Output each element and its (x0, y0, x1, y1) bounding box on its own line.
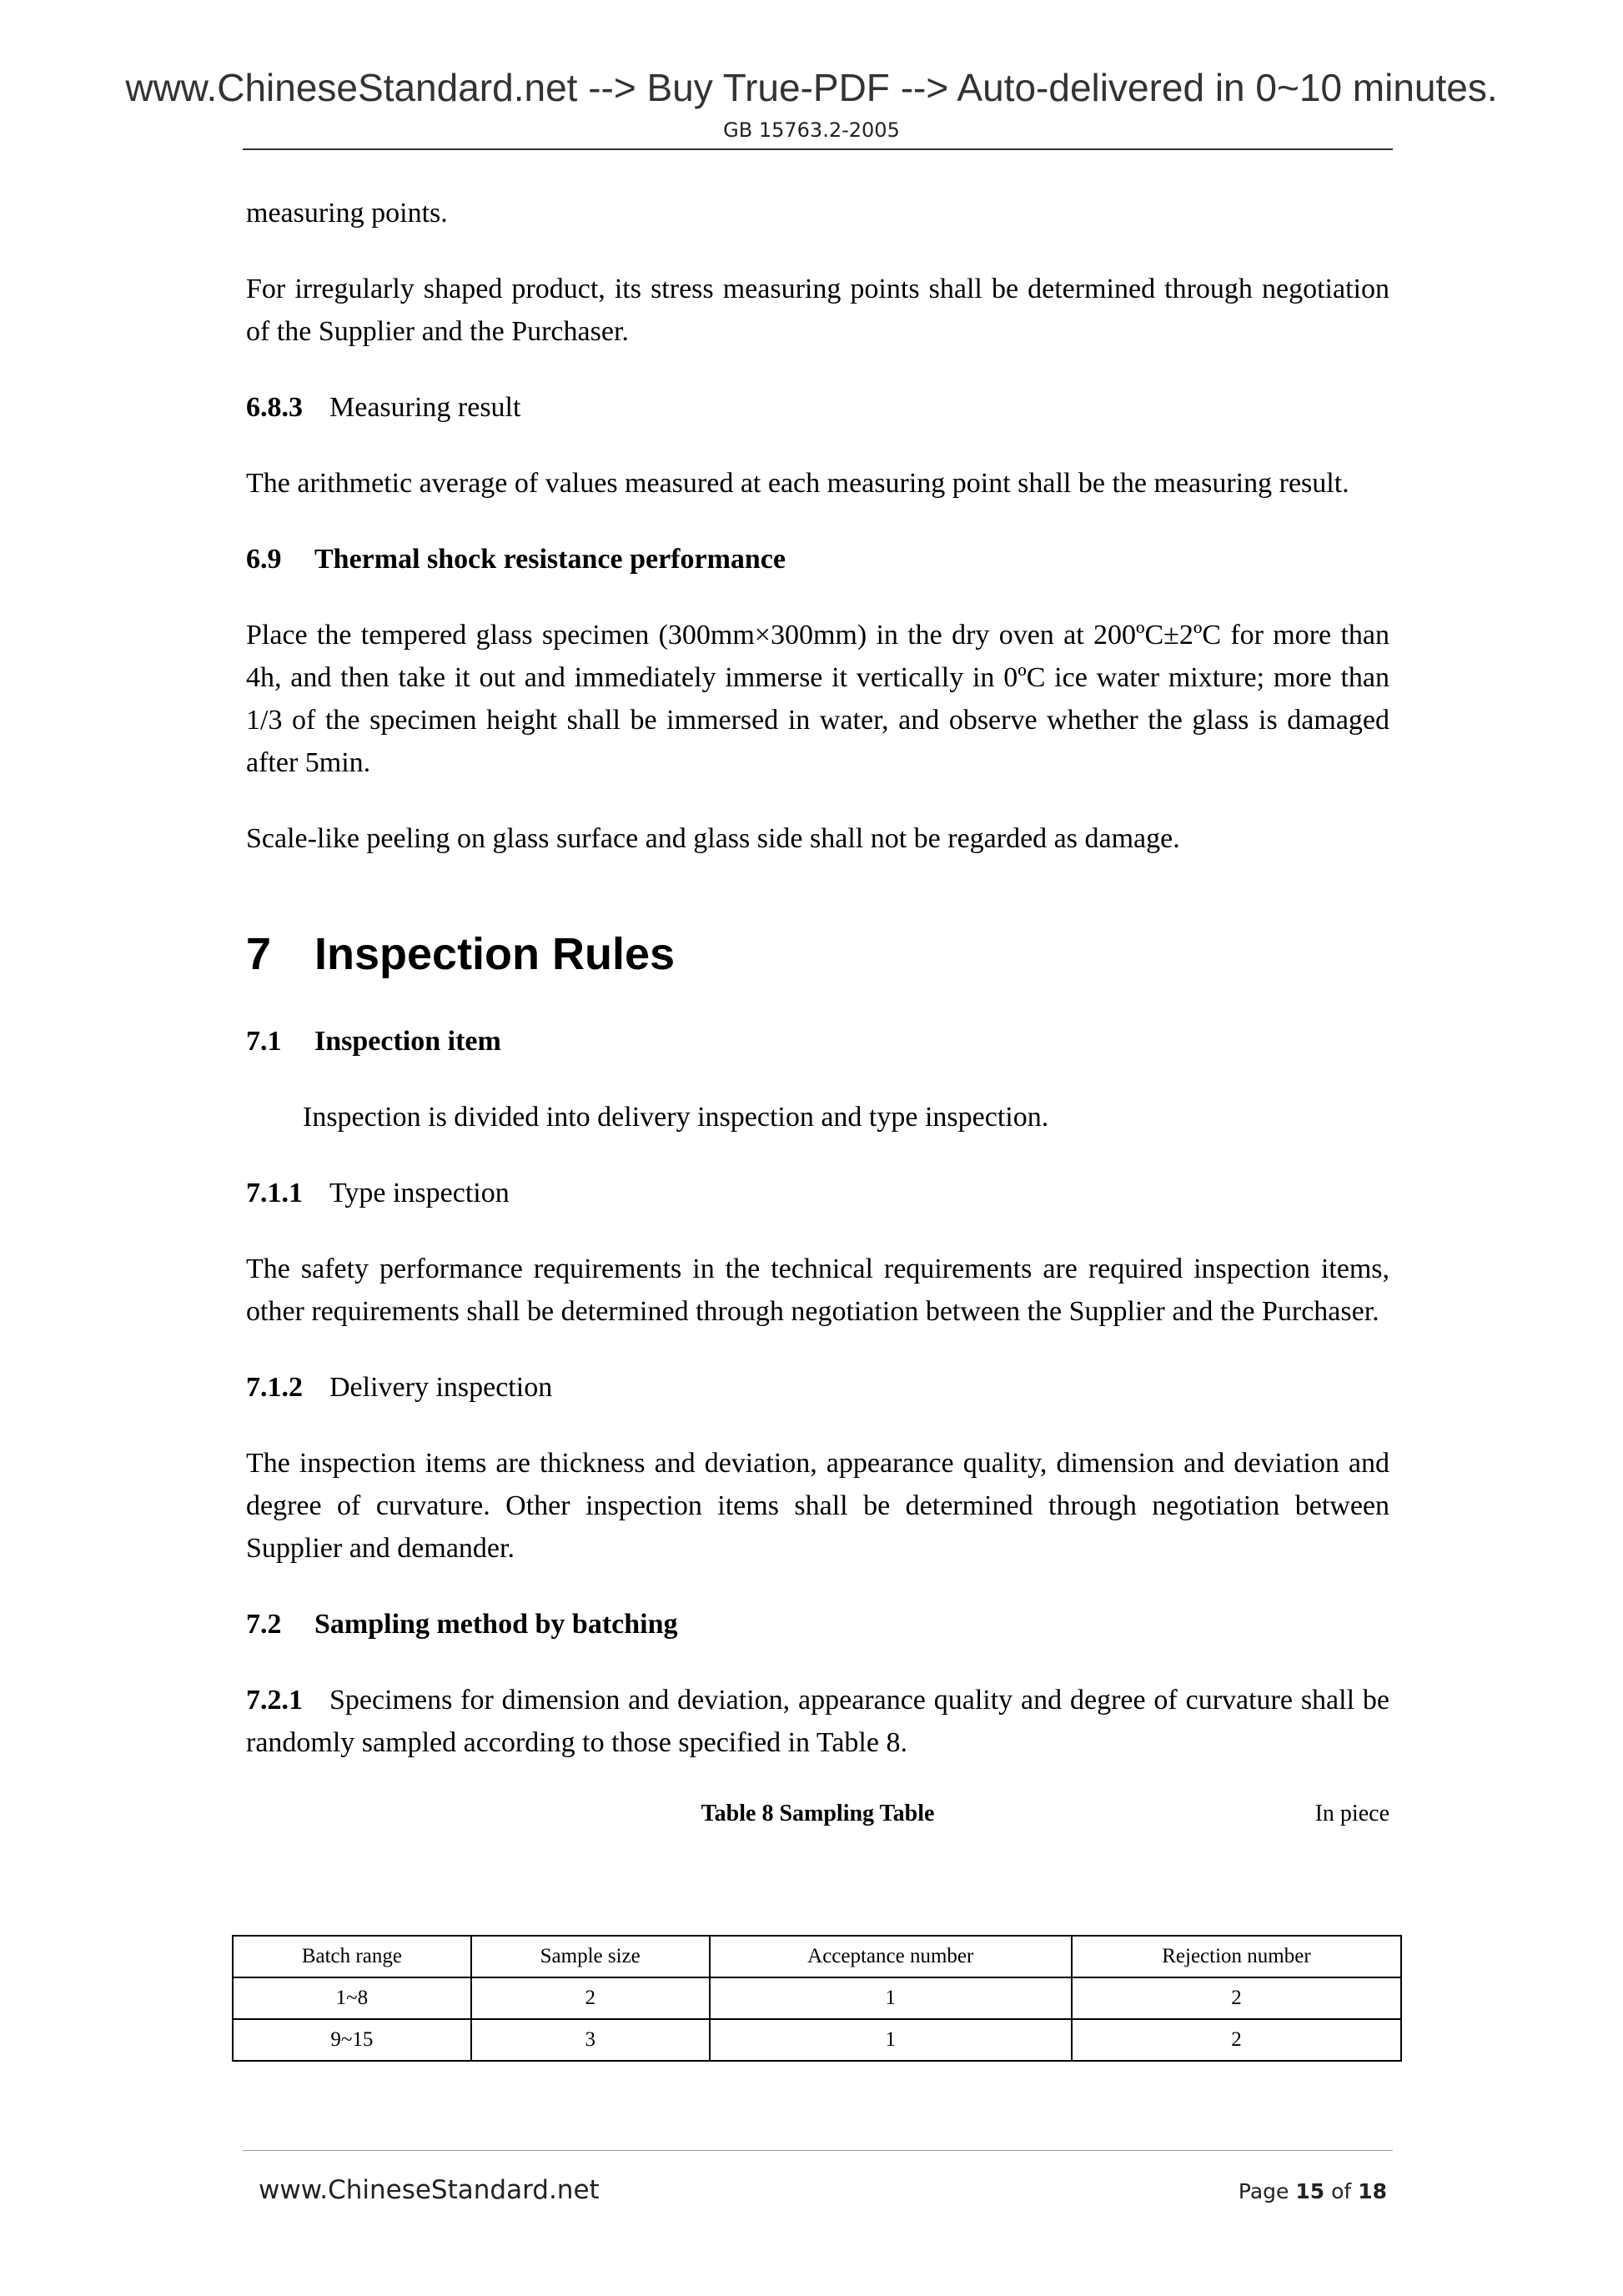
section-title: Thermal shock resistance performance (314, 544, 786, 575)
page-of-label: of (1331, 2179, 1352, 2203)
paragraph-scale-peeling: Scale-like peeling on glass surface and glass side shall not be regarded as damage. (246, 823, 1180, 854)
section-7-2-heading (246, 1603, 1389, 1645)
paragraph-7-2-1 (246, 1679, 1389, 1764)
header-rejection-number: Rejection number (1072, 1936, 1401, 1977)
header-acceptance-number: Acceptance number (710, 1936, 1072, 1977)
section-7-1-2-heading (246, 1366, 1389, 1409)
paragraph-type-inspection: The safety performance requirements in the technical requirements are required inspection items, other requirements shall be determined through negotiation between the Supplier and the Purchaser. (246, 1254, 1389, 1327)
table-cell: 1 (710, 1977, 1072, 2019)
paragraph-inspection-divided: Inspection is divided into delivery inspection and type inspection. (303, 1102, 1049, 1133)
current-page: 15 (1295, 2179, 1325, 2203)
footer-divider (243, 2150, 1393, 2151)
section-number: 7.1.1 (246, 1178, 303, 1208)
table-cell: 2 (1072, 1977, 1401, 2019)
paragraph-delivery-inspection: The inspection items are thickness and deviation, appearance quality, dimension and deviation and degree of curvature. Other inspection items shall be determined through negotiation between Supplier and demander. (246, 1448, 1389, 1564)
table-cell: 9~15 (233, 2019, 471, 2061)
table-row (233, 1977, 1401, 2019)
section-title: Inspection item (314, 1026, 501, 1057)
table-title: Table 8 Sampling Table (701, 1801, 935, 1826)
paragraph-measuring-points: measuring points. (246, 198, 448, 229)
section-title: Sampling method by batching (314, 1609, 678, 1640)
table-cell: 1 (710, 2019, 1072, 2061)
section-number: 7.2.1 (246, 1685, 303, 1716)
chapter-title: Inspection Rules (314, 929, 676, 979)
header-batch-range: Batch range (233, 1936, 471, 1977)
table-cell: 1~8 (233, 1977, 471, 2019)
page-number (1239, 2179, 1387, 2203)
section-title: Type inspection (329, 1178, 510, 1208)
paragraph-irregular-shape: For irregularly shaped product, its stress measuring points shall be determined through negotiation of the Supplier and the Purchaser. (246, 274, 1389, 347)
sampling-table (232, 1935, 1402, 2062)
page-label: Page (1238, 2179, 1289, 2203)
document-body (246, 192, 1389, 1831)
table-header-row (233, 1936, 1401, 1977)
header-sample-size: Sample size (471, 1936, 710, 1977)
section-7-1-heading (246, 1020, 1389, 1063)
paragraph-thermal-shock: Place the tempered glass specimen (300mm×300mm) in the dry oven at 200ºC±2ºC for more than 4h, and then take it out and immediately immerse it vertically in 0ºC ice water mixture; more than 1/3 of the specimen height shall be immersed in water, and observe whether the glass is damaged after 5min. (246, 620, 1389, 778)
table-caption (246, 1797, 1389, 1831)
section-title: Delivery inspection (329, 1372, 553, 1403)
section-7-1-1-heading (246, 1172, 1389, 1214)
table-row (233, 2019, 1401, 2061)
section-number: 6.8.3 (246, 392, 303, 423)
section-title: Measuring result (329, 392, 521, 423)
section-number: 7.2 (246, 1609, 282, 1640)
section-number: 6.9 (246, 544, 282, 575)
chapter-7-heading (246, 925, 1389, 983)
top-banner-link[interactable]: www.ChineseStandard.net --> Buy True-PDF --> Auto-delivered in 0~10 minutes. (125, 66, 1498, 109)
total-pages: 18 (1358, 2179, 1387, 2203)
chapter-number: 7 (246, 929, 272, 979)
section-6-9-heading (246, 538, 1389, 580)
section-number: 7.1 (246, 1026, 282, 1057)
footer-website-link[interactable]: www.ChineseStandard.net (259, 2175, 600, 2205)
paragraph-text: Specimens for dimension and deviation, appearance quality and degree of curvature shall be randomly sampled according to those specified in Table 8. (246, 1685, 1389, 1758)
section-number: 7.1.2 (246, 1372, 303, 1403)
table-cell: 2 (471, 1977, 710, 2019)
header-divider (243, 148, 1393, 150)
paragraph-measuring-result: The arithmetic average of values measured at each measuring point shall be the measuring result. (246, 468, 1349, 499)
standard-number: GB 15763.2-2005 (723, 118, 900, 142)
table-cell: 3 (471, 2019, 710, 2061)
table-unit: In piece (1314, 1801, 1389, 1826)
table-cell: 2 (1072, 2019, 1401, 2061)
section-6-8-3-heading (246, 386, 1389, 429)
